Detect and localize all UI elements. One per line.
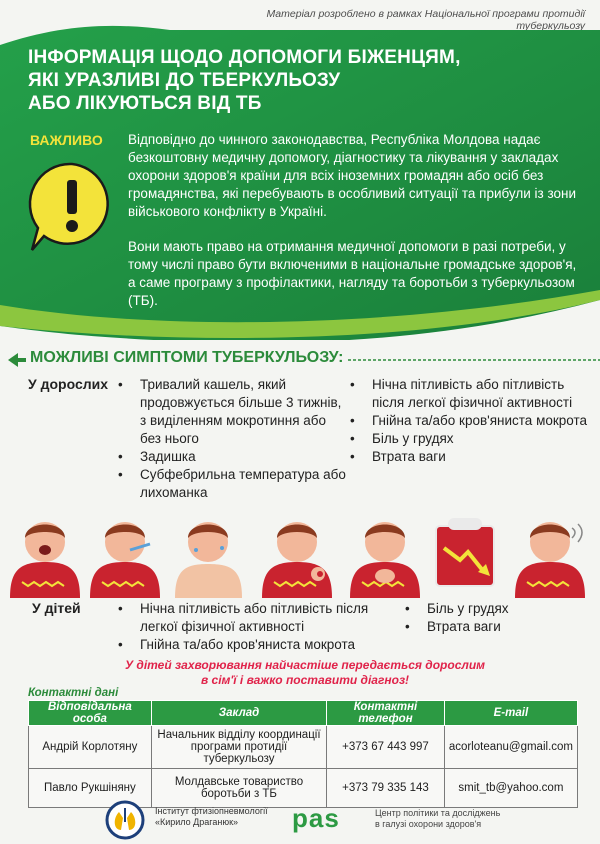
list-item: • Субфебрильна температура або лихоманка [118,466,348,502]
list-item: • Втрата ваги [350,448,590,466]
contact-phone[interactable]: +373 67 443 997 [327,726,445,769]
page-title [28,46,588,115]
list-item: • Нічна пітливість або пітливість після легкої фізичної активності [118,600,408,636]
coughing-person-icon [10,522,80,598]
children-label: У дітей [32,600,81,616]
chest-pain-person-icon [350,522,420,598]
column-header: Відповідальна особа [29,701,152,726]
contacts-table [28,700,578,808]
weight-loss-scale-icon [436,518,494,586]
title-line: ІНФОРМАЦІЯ ЩОДО ДОПОМОГИ БІЖЕНЦЯМ, [28,47,461,68]
institute-logo [105,800,145,840]
child-symptoms-list-1 [118,600,408,654]
contact-institution: Молдавське товариство боротьби з ТБ [151,769,326,808]
table-row [29,726,578,769]
contact-email[interactable]: smit_tb@yahoo.com [444,769,577,808]
adult-symptoms-list-1 [118,376,348,502]
institute-line: Інститут фтизіопневмології [155,806,268,816]
note-line: в сім'ї і важко поставити діагноз! [200,673,410,687]
symptoms-title: МОЖЛИВІ СИМПТОМИ ТУБЕРКУЛЬОЗУ: [30,349,344,366]
contact-institution: Начальник відділу координації програми протидії туберкульозу [151,726,326,769]
contact-email[interactable]: acorloteanu@gmail.com [444,726,577,769]
list-item: • Втрата ваги [405,618,585,636]
intro-paragraph: Відповідно до чинного законодавства, Республіка Молдова надає безкоштовну медичну допомогу, діагностику та лікування у закладах охорони здоров'я країни для всіх іноземних громадян або осіб без громадянства, які перебувають в особливий ситуації та прибули із зони військового конфлікту в Україні. [128,132,577,219]
pas-logo [292,803,340,834]
rights-paragraph: Вони мають право на отримання медичної допомоги в разі потреби, у тому числі право бути включеними в національне громадське здоров'я, а саме програму з профілактики, нагляду та боротьби з туберкульозом (ТБ). [128,239,577,308]
fever-person-icon [90,522,160,598]
top-note: Матеріал розроблено в рамках Національної програми протидії туберкульозу [266,8,585,32]
contact-person: Андрій Корлотяну [29,726,152,769]
column-header: Заклад [151,701,326,726]
pas-name [375,808,500,830]
symptom-illustrations [0,510,600,600]
contact-person: Павло Рукшіняну [29,769,152,808]
children-note [70,658,540,688]
contacts-label: Контактні дані [28,687,119,699]
list-item: • Біль у грудях [350,430,590,448]
adults-label: У дорослих [28,376,109,392]
column-header: E-mail [444,701,577,726]
table-header-row [29,701,578,726]
institute-name [155,806,268,828]
list-item: • Нічна пітливість або пітливість після легкої фізичної активності [350,376,590,412]
list-item: • Біль у грудях [405,600,585,618]
title-line: ЯКІ УРАЗЛИВІ ДО ТБЕРКУЛЬОЗУ [28,70,341,91]
institute-line: «Кирило Драганюк» [155,817,239,827]
important-label: ВАЖЛИВО [30,132,103,148]
tired-person-icon [515,522,585,598]
column-header: Контактні телефон [327,701,445,726]
sweating-person-icon [175,522,242,598]
list-item: • Тривалий кашель, який продовжується більше 3 тижнів, з виділенням мокротиння або без нього [118,376,348,448]
pas-line: в галузі охорони здоров'я [375,819,482,829]
warning-icon [24,158,120,254]
contact-phone[interactable]: +373 79 335 143 [327,769,445,808]
note-line: У дітей захворювання найчастіше передається дорослим [124,658,486,672]
list-item: • Гнійна та/або кров'яниста мокрота [350,412,590,430]
pas-line: Центр політики та досліджень [375,808,501,818]
list-item: • Гнійна та/або кров'яниста мокрота [118,636,408,654]
adult-symptoms-list-2 [350,376,590,466]
child-symptoms-list-2 [405,600,585,636]
title-line: АБО ЛІКУЮТЬСЯ ВІД ТБ [28,93,262,114]
pas-logo-text: pas [292,803,340,833]
list-item: • Задишка [118,448,348,466]
blood-sputum-person-icon [262,522,332,598]
